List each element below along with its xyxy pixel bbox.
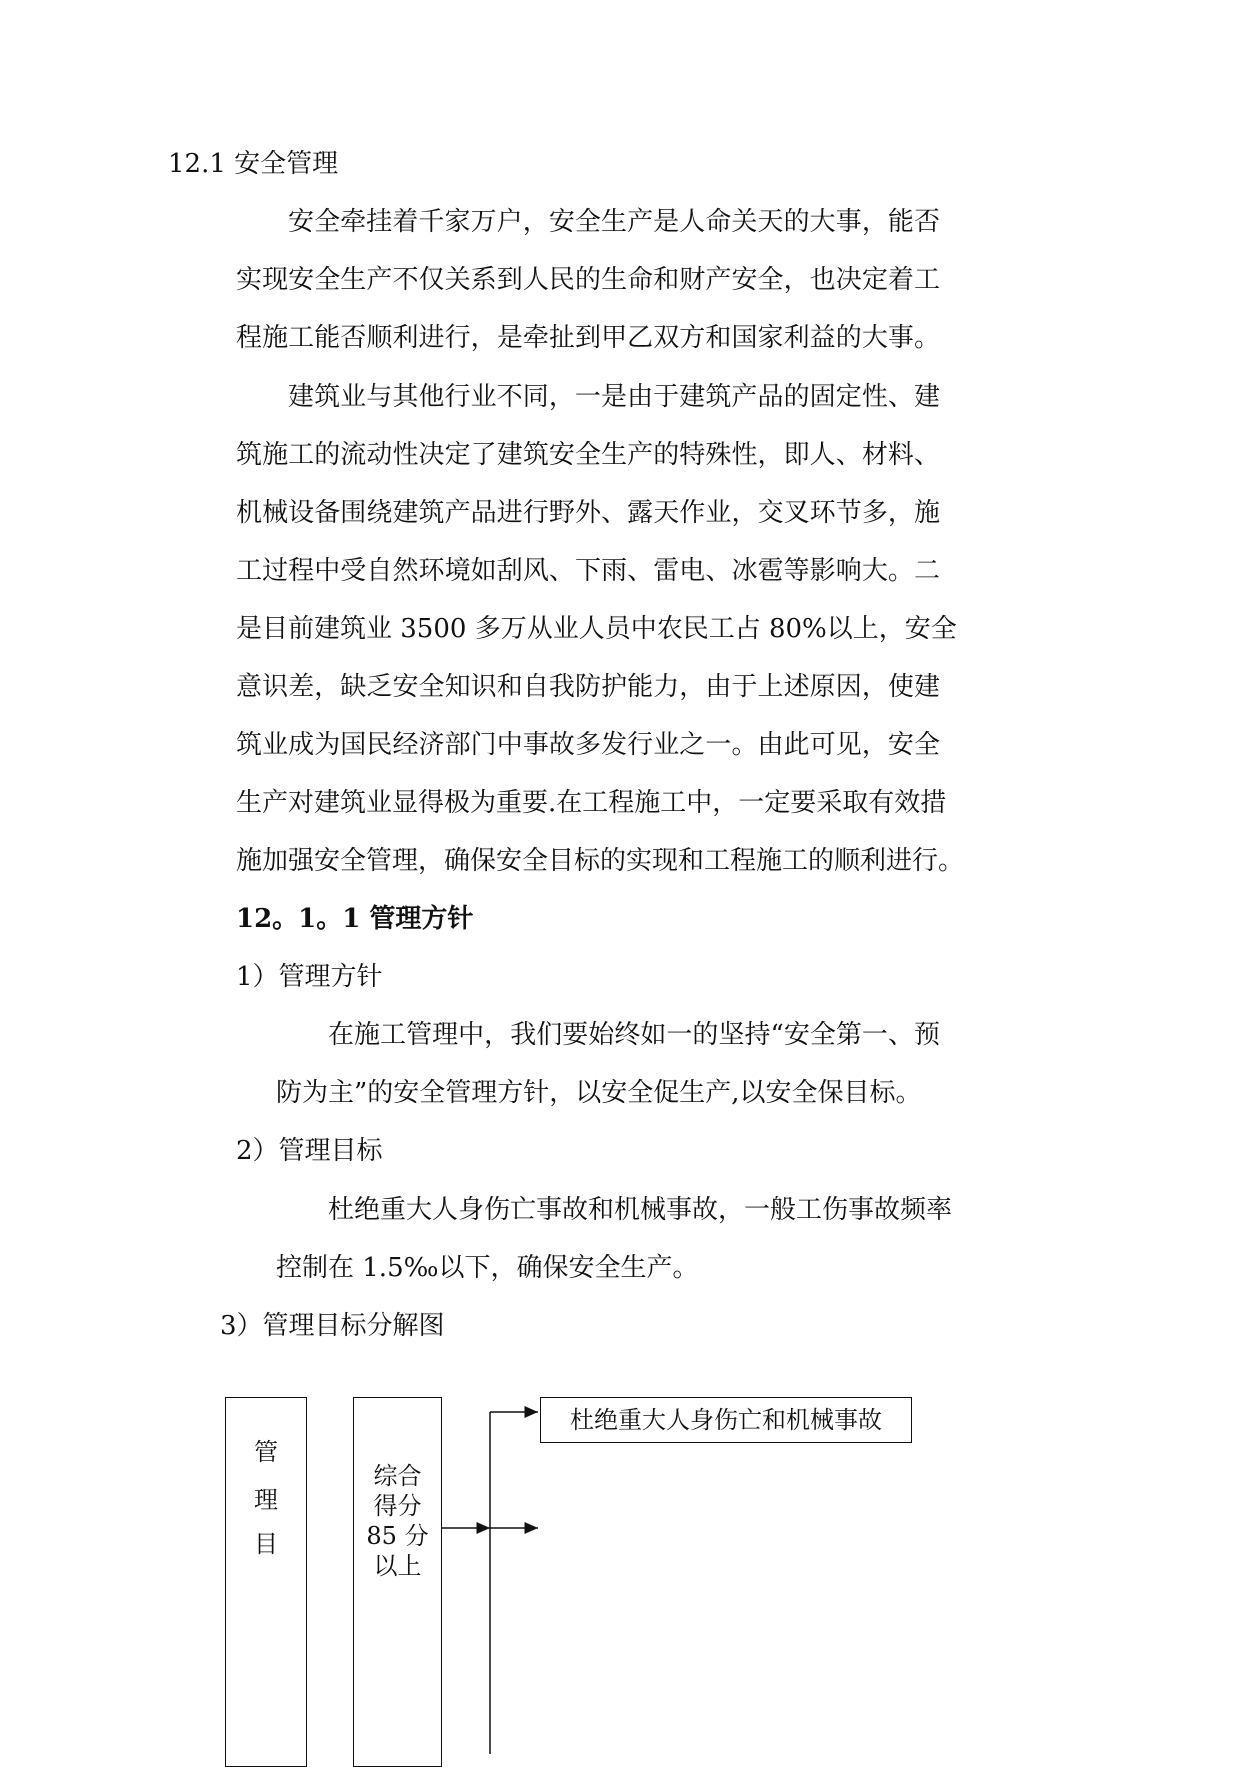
paragraph-line: 生产对建筑业显得极为重要.在工程施工中，一定要采取有效措 [236, 788, 947, 818]
section-heading: 12.1 安全管理 [168, 149, 339, 179]
item-line: 在施工管理中，我们要始终如一的坚持“安全第一、预 [328, 1020, 940, 1050]
diagram-middle-line: 综合 [373, 1462, 422, 1490]
item-title: 3）管理目标分解图 [220, 1311, 445, 1341]
paragraph-line: 筑施工的流动性决定了建筑安全生产的特殊性，即人、材料、 [236, 440, 940, 470]
diagram-left-char: 目 [254, 1530, 278, 1558]
item-title: 1）管理方针 [236, 962, 383, 992]
diagram-target-text: 杜绝重大人身伤亡和机械事故 [570, 1406, 882, 1434]
paragraph-line: 程施工能否顺利进行，是牵扯到甲乙双方和国家利益的大事。 [236, 323, 940, 353]
paragraph-line: 施加强安全管理，确保安全目标的实现和工程施工的顺利进行。 [236, 846, 965, 876]
diagram-middle-line: 以上 [373, 1552, 422, 1580]
diagram-left-char: 管 [254, 1438, 278, 1466]
paragraph-line: 机械设备围绕建筑产品进行野外、露天作业，交叉环节多，施 [236, 498, 940, 528]
paragraph-line: 建筑业与其他行业不同，一是由于建筑产品的固定性、建 [288, 382, 940, 412]
subsection-heading: 12。1。1 管理方针 [236, 904, 474, 934]
diagram-middle-line: 85 分 [366, 1522, 429, 1550]
paragraph-line: 是目前建筑业 3500 多万从业人员中农民工占 80%以上，安全 [236, 614, 957, 644]
diagram-middle-line: 得分 [373, 1492, 422, 1520]
item-line: 防为主”的安全管理方针，以安全促生产,以安全保目标。 [276, 1078, 922, 1108]
paragraph-line: 筑业成为国民经济部门中事故多发行业之一。由此可见，安全 [236, 730, 940, 760]
item-title: 2）管理目标 [236, 1136, 383, 1166]
paragraph-line: 实现安全生产不仅关系到人民的生命和财产安全，也决定着工 [236, 265, 940, 295]
paragraph-line: 安全牵挂着千家万户，安全生产是人命关天的大事，能否 [288, 207, 940, 237]
item-line: 杜绝重大人身伤亡事故和机械事故，一般工伤事故频率 [328, 1195, 953, 1225]
item-line: 控制在 1.5‰以下，确保安全生产。 [276, 1253, 699, 1283]
paragraph-line: 工过程中受自然环境如刮风、下雨、雷电、冰雹等影响大。二 [236, 556, 940, 586]
diagram-left-char: 理 [254, 1486, 278, 1514]
paragraph-line: 意识差，缺乏安全知识和自我防护能力，由于上述原因，使建 [236, 672, 940, 702]
